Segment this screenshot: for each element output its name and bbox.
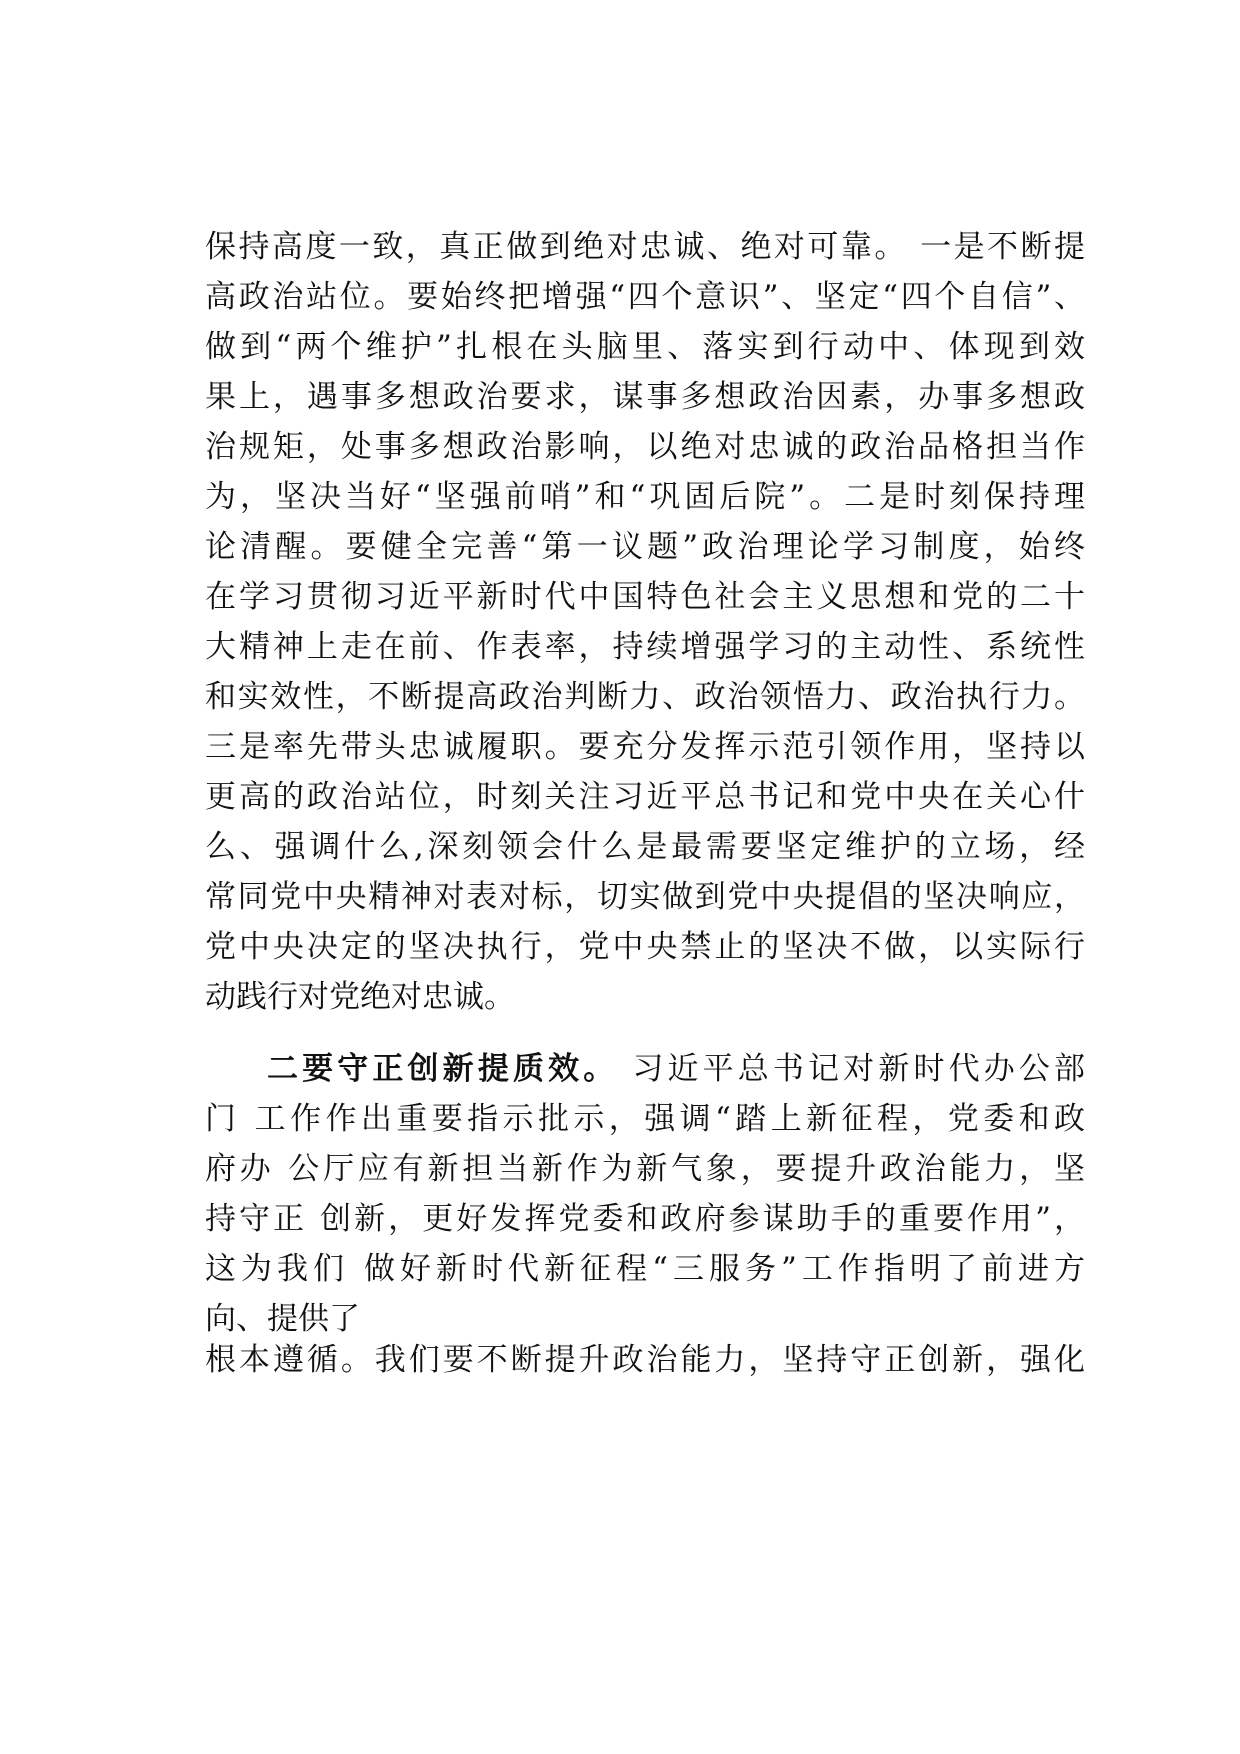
text-line: 根本遵循。我们要不断提升政治能力，坚持守正创新，强化 bbox=[205, 1342, 1085, 1378]
text-line: 常同党中央精神对表对标，切实做到党中央提倡的坚决响应， bbox=[205, 879, 1085, 915]
paragraph-2 bbox=[205, 1044, 1085, 1344]
text-line: 和实效性，不断提高政治判断力、政治领悟力、政治执行力。 bbox=[205, 679, 1085, 715]
text-line: 三是率先带头忠诚履职。要充分发挥示范引领作用，坚持以 bbox=[205, 729, 1085, 765]
section-heading: 二要守正创新提质效。 bbox=[267, 1051, 619, 1087]
text-line: 论清醒。要健全完善“第一议题”政治理论学习制度，始终 bbox=[205, 529, 1085, 565]
text-line: 府办 公厅应有新担当新作为新气象，要提升政治能力，坚 bbox=[205, 1151, 1085, 1187]
text-line bbox=[205, 1044, 1085, 1094]
text-line: 党中央决定的坚决执行，党中央禁止的坚决不做，以实际行 bbox=[205, 929, 1085, 965]
text-line: 这为我们 做好新时代新征程“三服务”工作指明了前进方 bbox=[205, 1251, 1085, 1287]
text-line: 么、强调什么,深刻领会什么是最需要坚定维护的立场，经 bbox=[205, 829, 1085, 865]
text-line: 做到“两个维护”扎根在头脑里、落实到行动中、体现到效 bbox=[205, 329, 1085, 365]
text-line: 为，坚决当好“坚强前哨”和“巩固后院”。二是时刻保持理 bbox=[205, 479, 1085, 515]
paragraph-3 bbox=[205, 1335, 1085, 1385]
text-line: 在学习贯彻习近平新时代中国特色社会主义思想和党的二十 bbox=[205, 579, 1085, 615]
text-line: 更高的政治站位，时刻关注习近平总书记和党中央在关心什 bbox=[205, 779, 1085, 815]
text-line: 动践行对党绝对忠诚。 bbox=[205, 979, 515, 1015]
text-line: 果上，遇事多想政治要求，谋事多想政治因素，办事多想政 bbox=[205, 379, 1085, 415]
text-line: 向、提供了 bbox=[205, 1301, 360, 1337]
text-run: 习近平总书记对新时代办公部 bbox=[618, 1051, 1086, 1087]
text-line: 保持高度一致，真正做到绝对忠诚、绝对可靠。 一是不断提 bbox=[205, 229, 1085, 265]
paragraph-1 bbox=[205, 222, 1085, 1022]
text-line: 高政治站位。要始终把增强“四个意识”、坚定“四个自信”、 bbox=[205, 279, 1085, 315]
text-line: 门 工作作出重要指示批示，强调“踏上新征程，党委和政 bbox=[205, 1101, 1085, 1137]
text-line: 大精神上走在前、作表率，持续增强学习的主动性、系统性 bbox=[205, 629, 1085, 665]
text-line: 持守正 创新，更好发挥党委和政府参谋助手的重要作用”， bbox=[205, 1201, 1085, 1237]
text-line: 治规矩，处事多想政治影响，以绝对忠诚的政治品格担当作 bbox=[205, 429, 1085, 465]
